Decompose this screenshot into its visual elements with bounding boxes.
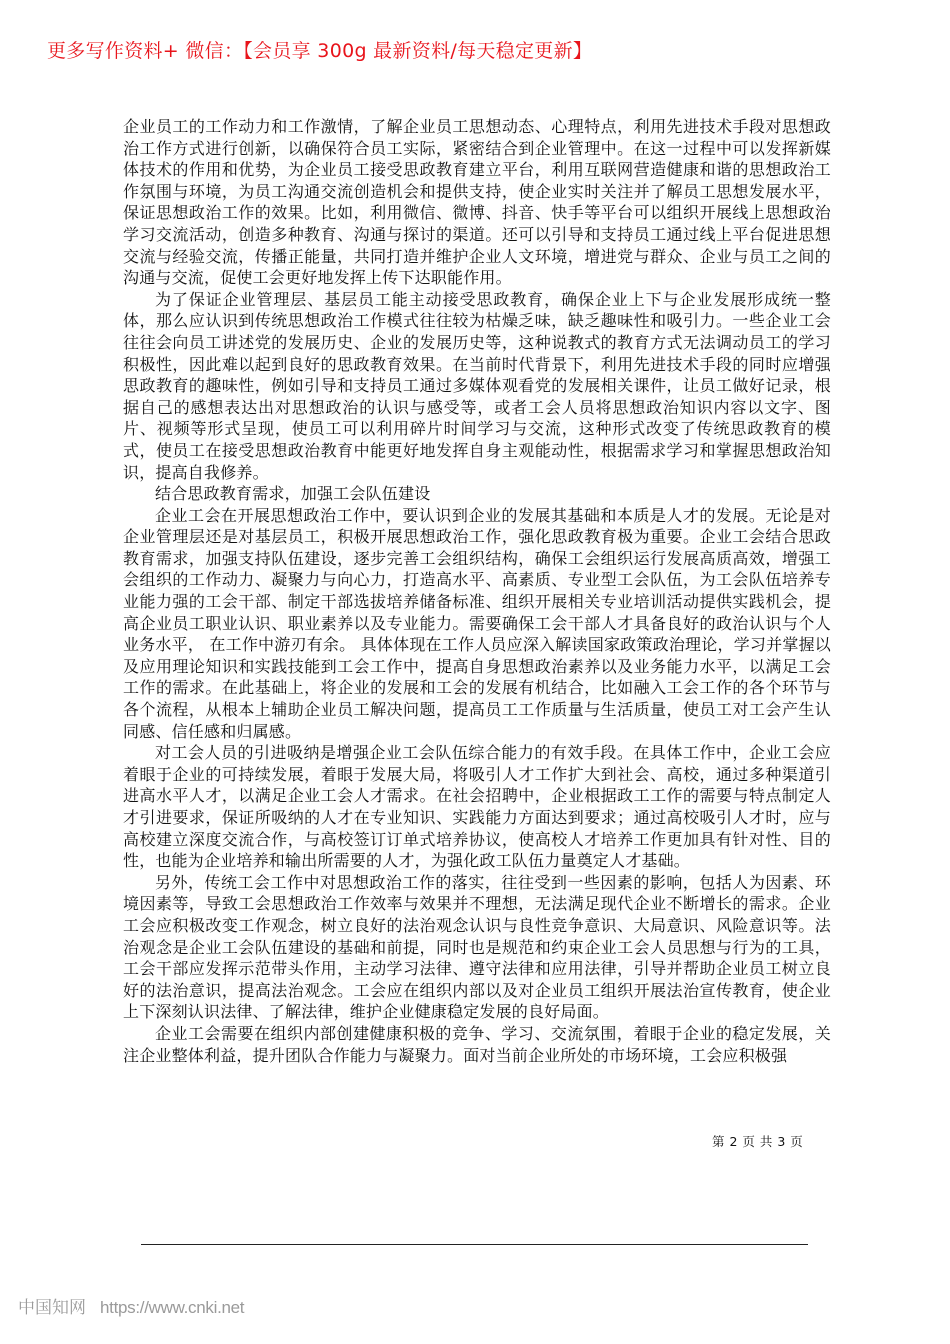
promo-banner: 更多写作资料+ 微信：【会员享 300g 最新资料/每天稳定更新】 xyxy=(47,40,593,62)
watermark-url: https://www.cnki.net xyxy=(100,1298,245,1317)
section-heading: 结合思政教育需求，加强工会队伍建设 xyxy=(155,484,431,504)
paragraph: 企业工会需要在组织内部创建健康积极的竞争、学习、交流氛围，着眼于企业的稳定发展，关注企业整体利益，提升团队合作能力与凝聚力。面对当前企业所处的市场环境，工会应积极强 xyxy=(123,1023,831,1065)
paragraph: 企业工会在开展思想政治工作中，要认识到企业的发展其基础和本质是人才的发展。无论是对企业管理层还是对基层员工，积极开展思想政治工作，强化思政教育极为重要。企业工会结合思政教育需求，加强支持队伍建设，逐步完善工会组织结构，确保工会组织运行发展高质高效，增强工会组织的工作动力、凝聚力与向心力，打造高水平、高素质、专业型工会队伍，为工会队伍培养专业能力强的工会干部、制定干部选拔培养储备标准、组织开展相关专业培训活动提供实践机会，提高企业员工职业认识、职业素养以及专业能力。需要确保工会干部人才具备良好的政治认识与个人业务水平， 在工作中游刃有余。 具体体现在工作人员应深入解读国家政策政治理论，学习并掌握以及应用理论知识和实践技能到工会工作中，提高自身思想政治素养以及业务能力水平，以满足工会工作的需求。在此基础上，将企业的发展和工会的发展有机结合，比如融入工会工作的各个环节与各个流程，从根本上辅助企业员工解决问题，提高员工工作质量与生活质量，使员工对工会产生认同感、信任感和归属感。 xyxy=(123,505,831,741)
page-indicator: 第 2 页 共 3 页 xyxy=(712,1134,804,1149)
paragraph: 为了保证企业管理层、基层员工能主动接受思政教育，确保企业上下与企业发展形成统一整体，那么应认识到传统思想政治工作模式往往较为枯燥乏味，缺乏趣味性和吸引力。一些企业工会往往会向员工讲述党的发展历史、企业的发展历史等，这种说教式的教育方式无法调动员工的学习积极性，因此难以起到良好的思政教育效果。在当前时代背景下，利用先进技术手段的同时应增强思政教育的趣味性，例如引导和支持员工通过多媒体观看党的发展相关课件，让员工做好记录，根据自己的感想表达出对思想政治的认识与感受等，或者工会人员将思想政治知识内容以文字、图片、视频等形式呈现，使员工可以利用碎片时间学习与交流，这种形式改变了传统思政教育的模式，使员工在接受思想政治教育中能更好地发挥自身主观能动性，根据需求学习和掌握思想政治知识，提高自我修养。 xyxy=(123,289,831,482)
paragraph: 企业员工的工作动力和工作激情，了解企业员工思想动态、心理特点，利用先进技术手段对思想政治工作方式进行创新，以确保符合员工实际，紧密结合到企业管理中。在这一过程中可以发挥新媒体技术的作用和优势，为企业员工接受思政教育建立平台，利用互联网营造健康和谐的思想政治工作氛围与环境，为员工沟通交流创造机会和提供支持，使企业实时关注并了解员工思想发展水平，保证思想政治工作的效果。比如，利用微信、微博、抖音、快手等平台可以组织开展线上思想政治学习交流活动，创造多种教育、沟通与探讨的渠道。还可以引导和支持员工通过线上平台促进思想交流与经验交流，传播正能量，共同打造并维护企业人文环境，增进党与群众、企业与员工之间的沟通与交流，促使工会更好地发挥上传下达职能作用。 xyxy=(123,117,831,288)
paragraph: 另外，传统工会工作中对思想政治工作的落实，往往受到一些因素的影响，包括人为因素、环境因素等，导致工会思想政治工作效率与效果并不理想，无法满足现代企业不断增长的需求。企业工会应积极改变工作观念，树立良好的法治观念认识与良性竞争意识、大局意识、风险意识等。法治观念是企业工会队伍建设的基础和前提，同时也是规范和约束企业工会人员思想与行为的工具，工会干部应发挥示范带头作用，主动学习法律、遵守法律和应用法律，引导并帮助企业员工树立良好的法治意识，提高法治观念。工会应在组织内部以及对企业员工组织开展法治宣传教育，使企业上下深刻认识法律、了解法律，维护企业健康稳定发展的良好局面。 xyxy=(123,872,831,1022)
footer-divider xyxy=(141,1244,808,1245)
document-body xyxy=(123,116,831,1066)
watermark-brand: 中国知网 xyxy=(18,1298,86,1318)
watermark xyxy=(18,1293,244,1318)
paragraph: 对工会人员的引进吸纳是增强企业工会队伍综合能力的有效手段。在具体工作中，企业工会应着眼于企业的可持续发展，着眼于发展大局，将吸引人才工作扩大到社会、高校，通过多种渠道引进高水平人才，以满足企业工会人才需求。在社会招聘中，企业根据政工工作的需要与特点制定人才引进要求，保证所吸纳的人才在专业知识、实践能力方面达到要求；通过高校吸引人才时，应与高校建立深度交流合作，与高校签订订单式培养协议，使高校人才培养工作更加具有针对性、目的性，也能为企业培养和输出所需要的人才，为强化政工队伍力量奠定人才基础。 xyxy=(123,743,831,871)
